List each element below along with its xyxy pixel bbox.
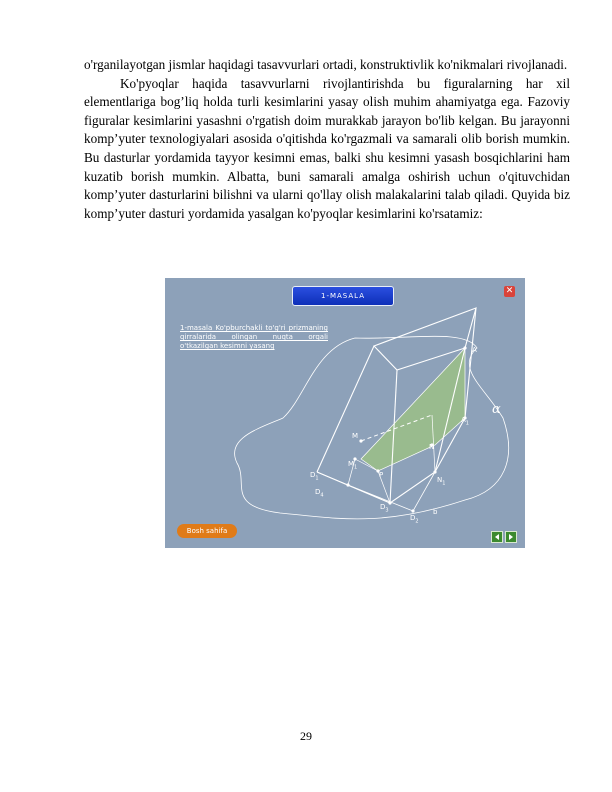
label-d4: $D_4$ [315, 488, 324, 499]
label-m: M [352, 432, 359, 440]
label-d1: $D_1$ [310, 471, 319, 482]
prism-bottom-edge [317, 472, 348, 485]
arrow-right-icon[interactable] [505, 531, 517, 543]
point-n1 [433, 470, 436, 473]
prism-drawing [165, 278, 525, 548]
paragraph-2: Ko'pyoqlar haqida tasavvurlarni rivojlantirishda bu figuralarning har xil elementlariga bog’liq holda turli kesimlarini yasay olish muhim ahamiyatga ega. Fazoviy figuralar kesimlarini yasashni o'rgatish doim murakkab jarayon bo'lib kelgan. Bu jarayonni komp’yuter texnologiyalari asosida o'qitishda ko'rgazmali va samarali olib borish mumkin. Bu dasturlar yordamida tayyor kesimni emas, balki shu kesimni yasash bosqichlarini ham kuzatib borish mumkin. Albatta, buni samarali amalga oshirish uchun o'qituvchidan komp’yuter dasturlarini bilishni va ularni qo'llay olish malakalarini talab qiladi. Quyida biz komp’yuter dasturi yordamida yasalgan ko'pyoqlar kesimlarini ko'rsatamiz: [84, 75, 570, 221]
plane-alpha [235, 336, 509, 519]
arrow-left-icon[interactable] [491, 531, 503, 543]
label-d2: $D_2$ [410, 514, 419, 525]
prism-bottom-edge [413, 472, 435, 511]
point-m [359, 439, 362, 442]
paragraph-1: o'rganilayotgan jismlar haqidagi tasavvurlari ortadi, konstruktivlik ko'nikmalari rivojlanadi. [84, 57, 568, 72]
body-text [84, 56, 570, 223]
label-p: P [379, 471, 384, 479]
label-d3: $D_3$ [380, 503, 389, 514]
point-d3 [388, 501, 391, 504]
label-b: b [433, 508, 438, 516]
task-description: 1-masala Ko'pburchakli to'g'ri prizmaning qirralarida olingan nuqta orqali o'tkazilgan kesimni yasang [180, 324, 328, 350]
home-button[interactable]: Bosh sahifa [177, 524, 237, 538]
point-a [463, 346, 466, 349]
page-number: 29 [300, 729, 312, 743]
prism-edge [317, 346, 374, 472]
label-m1: $M_1$ [348, 460, 358, 471]
section-polygon [361, 348, 465, 471]
close-icon[interactable]: ✕ [505, 286, 514, 296]
label-n1: $N_1$ [437, 476, 446, 487]
plane-alpha-label: α [492, 402, 501, 417]
prism-section-figure [165, 278, 525, 548]
prism-edge [465, 308, 476, 418]
label-n: N [429, 443, 435, 451]
figure-title-button[interactable]: 1-MASALA [292, 286, 394, 306]
point-d2 [411, 509, 414, 512]
point-d4 [346, 483, 349, 486]
label-a: A [472, 346, 477, 354]
label-a1: $A_1$ [461, 416, 469, 427]
